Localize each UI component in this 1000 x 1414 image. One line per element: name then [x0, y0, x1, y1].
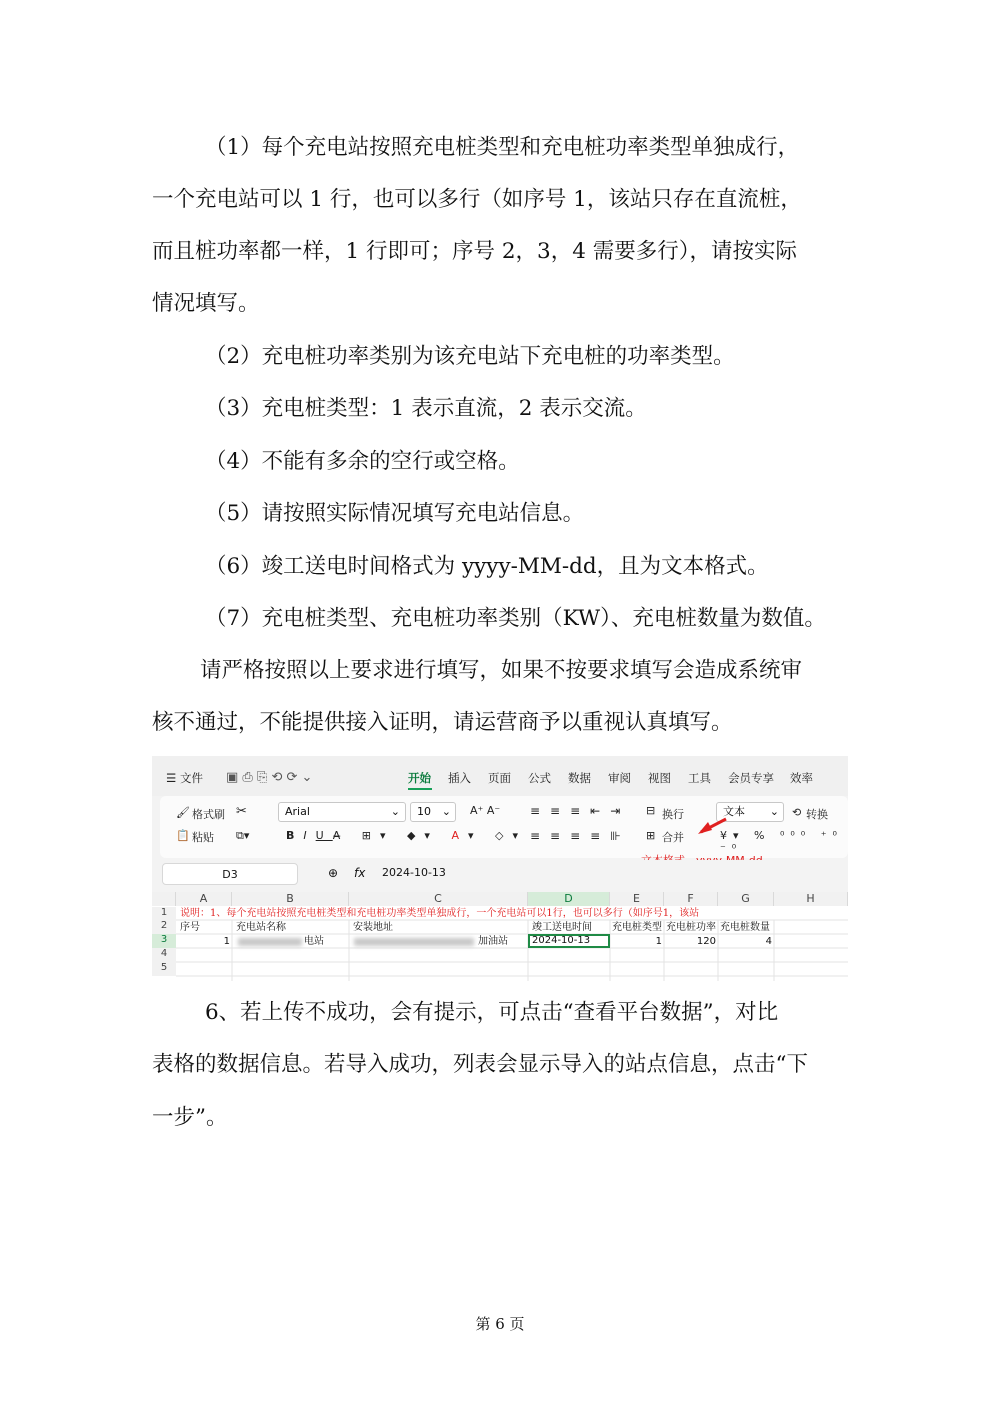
- column-header[interactable]: E: [610, 892, 664, 906]
- redacted-blur: [238, 938, 302, 946]
- row-header[interactable]: 4: [152, 948, 176, 962]
- copy-icon[interactable]: ⧉▾: [236, 829, 250, 842]
- spreadsheet-screenshot: [152, 756, 848, 981]
- corner-cell[interactable]: [152, 892, 176, 906]
- row-header[interactable]: 2: [152, 920, 176, 934]
- page-number: 第 6 页: [475, 1315, 525, 1333]
- cell-b3[interactable]: 电站: [304, 936, 324, 947]
- paragraph-line: （2）充电桩功率类别为该充电站下充电桩的功率类型。: [205, 344, 735, 369]
- number-format-select[interactable]: 文本 ⌄: [716, 802, 784, 822]
- column-header[interactable]: C: [349, 892, 528, 906]
- format-painter-icon: 🖌: [176, 806, 190, 819]
- format-painter-button[interactable]: 格式刷: [192, 808, 225, 821]
- paragraph-line: 核不通过，不能提供接入证明，请运营商予以重视认真填写。: [152, 710, 733, 735]
- merge-button[interactable]: 合并: [662, 831, 684, 844]
- quick-access-icons[interactable]: ▣ ⎙ ⎘ ⟲ ⟳ ⌄: [226, 770, 313, 785]
- tab-formula[interactable]: 公式: [528, 771, 551, 785]
- paragraph-line: （7）充电桩类型、充电桩功率类别（KW）、充电桩数量为数值。: [205, 606, 826, 631]
- font-name-select[interactable]: Arial ⌄: [278, 802, 406, 822]
- paragraph-line: （6）竣工送电时间格式为 yyyy-MM-dd，且为文本格式。: [205, 554, 769, 579]
- cell-c3[interactable]: 加油站: [478, 936, 508, 947]
- row1-note[interactable]: 说明：1、每个充电站按照充电桩类型和充电桩功率类型单独成行，一个充电站可以1行，也可以多行（如序号1，该站: [180, 908, 700, 919]
- tab-member[interactable]: 会员专享: [728, 771, 774, 785]
- paragraph-line: （1）每个充电站按照充电桩类型和充电桩功率类型单独成行，: [205, 135, 800, 160]
- cell-a3[interactable]: 1: [223, 936, 230, 947]
- font-grow-icon[interactable]: A⁺ A⁻: [470, 804, 501, 817]
- row-header[interactable]: 5: [152, 962, 176, 976]
- wrap-icon: ⊟: [646, 804, 656, 817]
- tab-efficiency[interactable]: 效率: [790, 771, 813, 785]
- paragraph-line: （3）充电桩类型：1 表示直流，2 表示交流。: [205, 396, 647, 421]
- column-header[interactable]: H: [774, 892, 848, 906]
- tab-start[interactable]: 开始: [408, 771, 431, 785]
- paragraph-line: 一个充电站可以 1 行，也可以多行（如序号 1，该站只存在直流桩，: [152, 187, 802, 212]
- paragraph-line: 请严格按照以上要求进行填写，如果不按要求填写会造成系统审: [200, 658, 803, 683]
- paragraph-line: 情况填写。: [152, 291, 260, 316]
- file-menu[interactable]: ☰ 文件: [166, 771, 203, 785]
- wrap-button[interactable]: 换行: [662, 808, 684, 821]
- header-cell[interactable]: 充电桩数量: [720, 922, 770, 933]
- header-cell[interactable]: 充电桩类型: [612, 922, 662, 933]
- redacted-blur: [354, 938, 474, 946]
- tab-page[interactable]: 页面: [488, 771, 511, 785]
- number-icons[interactable]: ¥▾ % ⁰⁰⁰ ⁺⁰ ⁻⁰: [720, 829, 843, 855]
- tab-data[interactable]: 数据: [568, 771, 591, 785]
- font-style-icons[interactable]: BIUA̶ ⊞▾ ◆▾ A▾ ◇▾: [286, 829, 527, 842]
- column-header[interactable]: B: [232, 892, 349, 906]
- header-cell[interactable]: 序号: [180, 922, 200, 933]
- formula-bar: [152, 860, 848, 888]
- tab-tools[interactable]: 工具: [688, 771, 711, 785]
- cell-f3[interactable]: 120: [696, 936, 716, 947]
- halign-icons[interactable]: ≡≡≡≡⊪: [530, 829, 631, 843]
- header-cell[interactable]: 安装地址: [353, 922, 393, 933]
- row-header[interactable]: 3: [152, 934, 176, 948]
- name-box[interactable]: D3: [162, 863, 298, 885]
- tab-view[interactable]: 视图: [648, 771, 671, 785]
- row-header[interactable]: 1: [152, 907, 176, 920]
- paragraph-line: 6、若上传不成功，会有提示，可点击“查看平台数据”，对比: [205, 1000, 779, 1025]
- formula-input[interactable]: 2024-10-13: [382, 866, 446, 879]
- tab-insert[interactable]: 插入: [448, 771, 471, 785]
- column-header[interactable]: F: [664, 892, 718, 906]
- cell-g3[interactable]: 4: [765, 936, 772, 947]
- convert-button[interactable]: 转换: [806, 808, 828, 821]
- paragraph-line: 而且桩功率都一样，1 行即可；序号 2，3，4 需要多行），请按实际: [152, 239, 797, 264]
- header-cell[interactable]: 充电站名称: [236, 922, 286, 933]
- cell-d3-selected[interactable]: 2024-10-13: [528, 934, 610, 948]
- cell-e3[interactable]: 1: [655, 936, 662, 947]
- column-header[interactable]: D: [528, 892, 610, 906]
- paste-icon: 📋: [176, 829, 190, 842]
- paragraph-line: 一步”。: [152, 1105, 228, 1130]
- column-header[interactable]: G: [718, 892, 774, 906]
- cut-icon[interactable]: ✂: [236, 804, 247, 819]
- paragraph-line: 表格的数据信息。若导入成功，列表会显示导入的站点信息，点击“下: [152, 1052, 808, 1077]
- column-header[interactable]: A: [176, 892, 232, 906]
- header-cell[interactable]: 竣工送电时间: [532, 922, 592, 933]
- font-size-select[interactable]: 10 ⌄: [410, 802, 456, 822]
- merge-icon: ⊞: [646, 829, 656, 842]
- fx-icon[interactable]: fx: [354, 866, 366, 880]
- paragraph-line: （4）不能有多余的空行或空格。: [205, 449, 520, 474]
- paste-button[interactable]: 粘贴: [192, 831, 214, 844]
- convert-icon: ⟲: [792, 806, 802, 819]
- tab-review[interactable]: 审阅: [608, 771, 631, 785]
- paragraph-line: （5）请按照实际情况填写充电站信息。: [205, 501, 585, 526]
- header-cell[interactable]: 充电桩功率: [666, 922, 716, 933]
- zoom-icon[interactable]: ⊕: [328, 866, 339, 880]
- align-icons[interactable]: ≡≡≡⇤⇥: [530, 804, 631, 818]
- sheet-grid: [152, 892, 848, 981]
